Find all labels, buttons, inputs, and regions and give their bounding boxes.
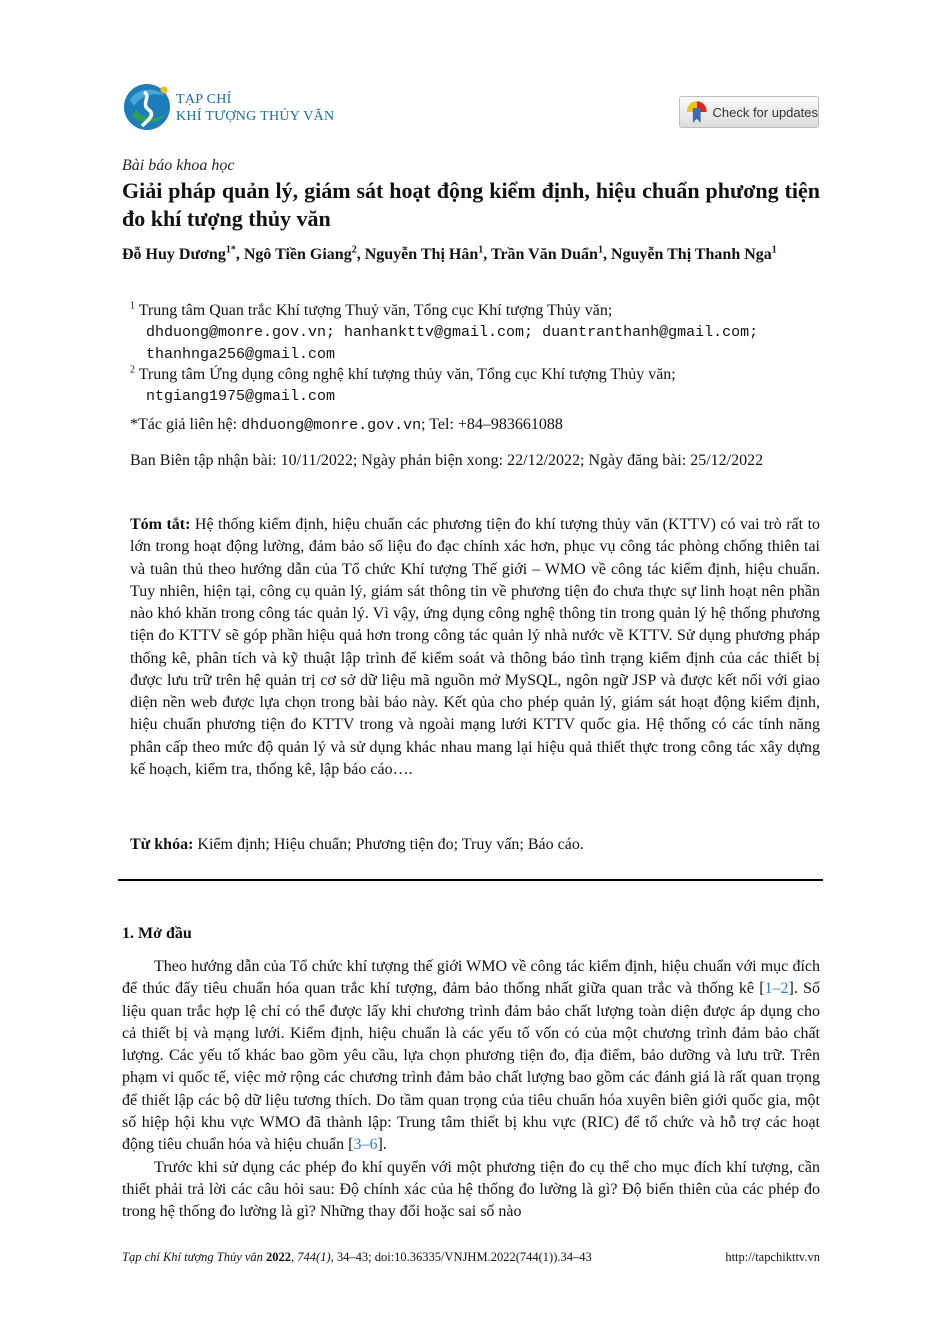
author-list [122,244,820,266]
crossmark-icon [686,100,707,124]
paragraph: Trước khi sử dụng các phép đo khí quyển với một phương tiện đo cụ thể cho mục đích khí tượng, cần thiết phải trả lời các câu hỏi sau: Độ chính xác của hệ thống đo lường là gì? Độ biến thiên của các phép đo trong hệ thống đo lường là gì? Những thay đổi hoặc sai số nào [122,1158,820,1221]
abstract [130,514,820,781]
affiliation-1: $^1$ Trung tâm Quan trắc Khí tượng Thuỷ văn, Tổng cục Khí tượng Thủy văn; dhduong@monre.gov.vn; hanhankttv@gmail.com; duantranthanh@gmail.com; thanhnga256@gmail.com [130,300,820,366]
section-divider [118,879,823,881]
page-footer [122,1250,820,1265]
section-body [122,956,820,1224]
affiliation-2-emails: ntgiang1975@gmail.com [146,388,336,405]
citation-link[interactable]: 3–6 [353,1136,378,1154]
author: Đỗ Huy Dương$^{1*}$, [122,244,244,263]
article-dates: Ban Biên tập nhận bài: 10/11/2022; Ngày phản biện xong: 22/12/2022; Ngày đăng bài: 25/12/2022 [130,452,764,469]
abstract-label: Tóm tắt: [130,516,191,533]
affiliation-2: $^2$ Trung tâm Ứng dụng công nghệ khí tượng thủy văn, Tổng cục Khí tượng Thủy văn; ntgiang1975@gmail.com [130,364,820,408]
author: Nguyễn Thị Hân$^1$, [364,244,491,263]
citation-link[interactable]: 1–2 [764,980,789,998]
journal-url[interactable]: http://tapchikttv.vn [725,1250,820,1264]
affiliation-1-emails: dhduong@monre.gov.vn; hanhankttv@gmail.com; duantranthanh@gmail.com; thanhnga256@gmail.com [146,324,759,363]
keywords-text: Kiểm định; Hiệu chuẩn; Phương tiện đo; Truy vấn; Báo cáo. [193,836,584,853]
author: Trần Văn Duẩn$^1$, [490,244,611,263]
corresponding-author: *Tác giả liên hệ: dhduong@monre.gov.vn; Tel: +84–983661088 [130,416,563,434]
author: Nguyễn Thị Thanh Nga$^1$ [610,244,777,263]
journal-name [176,91,334,125]
journal-name-line2: KHÍ TƯỢNG THỦY VĂN [176,109,335,124]
abstract-text: Hệ thống kiểm định, hiệu chuẩn các phương tiện đo khí tượng thủy văn (KTTV) có vai trò rất to lớn trong hoạt động lường, đảm bảo số liệu đo đạc chính xác hơn, phục vụ công tác phòng chống thiên tai và tuân thủ theo hướng dẫn của Tổ chức Khí tượng Thế giới – WMO về công tác kiểm định, hiệu chuẩn. Tuy nhiên, hiện tại, công cụ quản lý, giám sát thông tin về phương tiện đo chưa thực sự linh hoạt nên phần nào khó khăn trong công tác quản lý. Vì vậy, ứng dụng công nghệ thông tin trong quản lý hệ thống phương tiện đo KTTV sẽ góp phần hiệu quả hơn trong công tác quản lý nhà nước về KTTV. Sử dụng phương pháp thống kê, phân tích và kỹ thuật lập trình để kiểm soát và thông báo tình trạng kiểm định của các thiết bị được lưu trữ trên hệ quản trị cơ sở dữ liệu mã nguồn mở MySQL, ngôn ngữ JSP và được kết nối với giao diện nền web được lựa chọn trong bài báo này. Kết qủa cho phép quản lý, giám sát hoạt động kiểm định, hiệu chuẩn phương tiện đo KTTV trong và ngoài mạng lưới KTTV quốc gia. Hệ thống có các tính năng phân cấp theo mức độ quản lý và sử dụng khác nhau mang lại hiệu quả thiết thực trong công tác xây dựng kế hoạch, kiểm tra, thống kê, lập báo cáo…. [130,516,821,778]
article-category: Bài báo khoa học [122,157,235,174]
section-heading: 1. Mở đầu [122,925,192,942]
journal-name-line1: TẠP CHÍ [176,92,232,107]
article-title: Giải pháp quản lý, giám sát hoạt động kiểm định, hiệu chuẩn phương tiện đo khí tượng thủy văn [122,178,820,231]
corresponding-email[interactable]: dhduong@monre.gov.vn [241,417,422,434]
keywords [130,836,820,854]
author: Ngô Tiền Giang$^2$, [243,244,365,263]
check-for-updates-label: Check for updates [712,104,818,120]
citation-info: Tạp chí Khí tượng Thủy văn 2022, 744(1), 34–43; doi:10.36335/VNJHM.2022(744(1)).34–43 [122,1250,592,1264]
paragraph: Theo hướng dẫn của Tổ chức khí tượng thế giới WMO về công tác kiểm định, hiệu chuẩn với mục đích để thúc đẩy tiêu chuẩn hóa quan trắc khí tượng, đảm bảo thống nhất giữa quan trắc và thống kê [1–2]. Số liệu quan trắc hợp lệ chỉ có thể được lấy khi chương trình đảm bảo chất lượng toàn diện được áp dụng cho cả thiết bị và mạng lưới. Kiểm định, hiệu chuẩn là các yếu tố vốn có của một chương trình đảm bảo chất lượng. Các yếu tố khác bao gồm yêu cầu, lựa chọn phương tiện đo, địa điểm, bảo dưỡng và lưu trữ. Trên phạm vi quốc tế, việc mở rộng các chương trình đảm bảo chất lượng bao gồm các đánh giá là rất quan trọng để thiết lập các bộ dữ liệu tương thích. Do tầm quan trọng của tiêu chuẩn hóa xuyên biên giới quốc gia, một số hiệp hội khu vực WMO đã thành lập: Trung tâm thiết bị khu vực (RIC) để tổ chức và hỗ trợ các hoạt động tiêu chuẩn hóa và hiệu chuẩn [3–6]. [122,958,820,1154]
check-for-updates-button[interactable] [679,96,819,128]
keywords-label: Từ khóa: [130,836,194,853]
globe-logo-icon [122,80,178,136]
